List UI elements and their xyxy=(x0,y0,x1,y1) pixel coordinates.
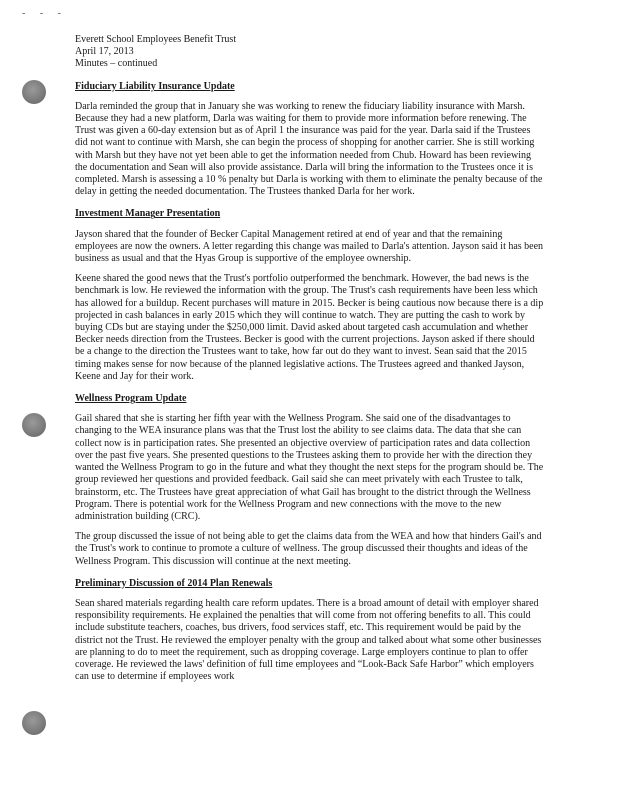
minutes-content xyxy=(75,34,545,683)
section-heading-wellness: Wellness Program Update xyxy=(75,393,187,405)
paragraph-fiduciary: Darla reminded the group that in January she was working to renew the fiduciary liability insurance with Marsh. Because they had a new platform, Darla was waiting for them to provide more information before renewing. The Trust was given a 60-day extension but as of April 1 the insurance was paid for the year. Darla said if the Trustees did not want to continue with Marsh, she can begin the process of shopping for another carrier. She is still working with Marsh but they have not yet been able to get the information needed from Chub. Howard has been reviewing the documentation and Sean will also provide assistance. Darla will bring the information to the Trustees once it is completed. Marsh is assessing a 10 % penalty but Darla is working with them to eliminate the penalty because of the delay in getting the needed documentation. The Trustees thanked Darla for her work. xyxy=(75,100,543,198)
meeting-date: April 17, 2013 xyxy=(75,46,134,58)
section-heading-plan-renewals: Preliminary Discussion of 2014 Plan Renewals xyxy=(75,577,273,589)
punch-hole-middle xyxy=(22,413,46,437)
paragraph-wellness-2: The group discussed the issue of not being able to get the claims data from the WEA and how that hinders Gail's and the Trust's work to continue to promote a culture of wellness. The group discussed their thoughts and ideas of the Wellness Program. This discussion will continue at the next meeting. xyxy=(75,531,542,567)
scan-corner-mark: ‑ ‑ ‑ xyxy=(22,8,67,19)
paragraph-investment-1: Jayson shared that the founder of Becker Capital Management retired at end of year and that the remaining employees are now the owners. A letter regarding this change was mailed to Darla's attention. Jayson said it has been business as usual and that the Hyas Group is supportive of the employee ownership. xyxy=(75,228,544,265)
punch-hole-bottom xyxy=(22,711,46,735)
minutes-label: Minutes – continued xyxy=(75,58,158,70)
section-heading-investment: Investment Manager Presentation xyxy=(75,208,221,220)
organization-name: Everett School Employees Benefit Trust xyxy=(75,34,237,45)
paragraph-plan-renewals: Sean shared materials regarding health care reform updates. There is a broad amount of detail with employer shared responsibility requirements. He explained the penalties that will come from not offering benefits to all. This could include substitute teachers, coaches, bus drivers, food services staff, etc. This requirement would be paid by the district not the Trust. He reviewed the employer penalty with the group and talked about what some other businesses are planning to do to meet the requirement, such as dropping coverage. Large employers continue to plan to offer coverage. He reviewed the laws' definition of full time employees and “Look-Back Safe Harbor” which employers can use to determine if employees work xyxy=(75,597,542,683)
paragraph-investment-2: Keene shared the good news that the Trust's portfolio outperformed the benchmark. However, the bad news is the benchmark is low. He reviewed the information with the group. The Trust's cash requirements have been less which has allowed for a buildup. Recent purchases will mature in 2015. Becker is being cautious now because there is a dip projected in cash balances in early 2015 which they will continue to watch. They are putting the cash to work by buying CDs but are staying under the $250,000 limit. David asked about targeted cash accumulation and whether Becker needs direction from the Trustees. Becker is good with the current projections. Jayson asked if there should be a change to the direction the Trustees want to take, how far out do they want to invest. Sean said that the 2015 timing makes sense for now because of the planned legislative actions. The Trustees agreed and thanked Jayson, Keene and Jay for their work. xyxy=(75,273,544,382)
punch-hole-top xyxy=(22,80,46,104)
paragraph-wellness-1: Gail shared that she is starting her fifth year with the Wellness Program. She said one of the disadvantages to changing to the WEA insurance plans was that the Trust lost the ability to see claims data. The data that she can collect now is in participation rates. She presented an objective overview of participation rates and data collection over the past five years. She presented questions to the Trustees asking them to provide her with the direction they wanted the Wellness Program to go in the future and what they thought the next steps for the program should be. The group reviewed her questions and provided feedback. Gail said she can meet privately with each Trustee to talk, brainstorm, etc. The Trustees have great appreciation of what Gail has brought to the district through the Wellness Program. There is potential work for the Wellness Program and new connections with the move to the new administration building (CRC). xyxy=(75,413,544,522)
section-heading-fiduciary: Fiduciary Liability Insurance Update xyxy=(75,80,235,92)
